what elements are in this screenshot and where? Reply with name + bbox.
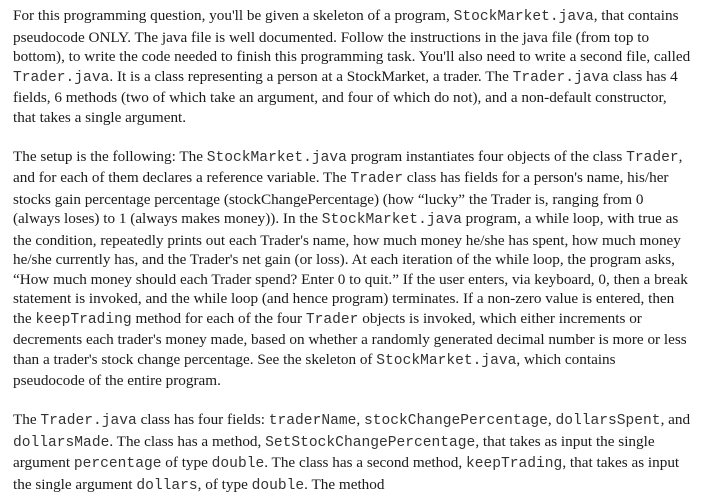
text-run: of type	[161, 454, 212, 471]
text-run: class has 4 fields, 6 methods (two of which take an argument, and four of which do not), and a non-default constructor, that takes a single argument.	[13, 67, 678, 126]
text-run: ,	[547, 411, 556, 428]
code-term: StockMarket.java	[453, 9, 594, 25]
code-term: keepTrading	[35, 311, 132, 328]
text-run: method for each of the four	[131, 309, 306, 327]
code-term: percentage	[73, 456, 162, 472]
text-run: , that takes as input the single argument	[13, 432, 655, 471]
code-term: Trader	[305, 311, 359, 328]
text-run: program, a while loop, with true as the condition, repeatedly prints out each Trader's name, how much money he/she has spent, how much money he/she currently has, and the Trader's net gain (or loss). At each iteration of the while loop, the program asks, “How much money should each Trader spend? Enter 0 to quit.” If the user enters, via keyboard, 0, then a break statement is invoked, and the while loop (and hence program) terminates. If a non-zero value is entered, then the	[13, 210, 688, 327]
paragraph-3	[13, 410, 691, 496]
text-run: . The method	[304, 475, 385, 493]
text-run: program instantiates four objects of the class	[346, 147, 627, 165]
text-run: class has four fields:	[136, 411, 269, 428]
paragraph-1	[13, 6, 691, 127]
code-term: dollars	[136, 477, 198, 494]
code-term: Trader.java	[512, 69, 610, 86]
text-run: , and	[660, 411, 691, 428]
text-run: objects is invoked, which either increments or decrements each trader's money made, based on whether a randomly generated decimal number is more or less than a trader's stock change percentage. See the skeleton of	[13, 309, 687, 368]
code-term: Trader.java	[40, 413, 137, 429]
code-term: StockMarket.java	[376, 352, 517, 369]
code-term: Trader	[626, 149, 679, 166]
text-run: . The class has a method,	[109, 432, 266, 450]
code-term: double	[251, 477, 305, 494]
text-run: , which contains pseudocode of the entire program.	[13, 350, 616, 389]
code-term: stockChangePercentage	[363, 413, 548, 429]
text-run: class has fields for a person's name, his/her stocks gain percentage percentage (stockChangePercentage) (how “lucky” the Trader is, ranging from 0 (always loses) to 1 (always makes money)). In the	[13, 169, 669, 227]
text-run: The	[13, 411, 41, 428]
text-run: , of type	[197, 475, 252, 493]
text-run: ,	[356, 411, 364, 428]
text-run: , and for each of them declares a reference variable. The	[13, 147, 683, 186]
text-run: . It is a class representing a person at a StockMarket, a trader. The	[109, 67, 513, 85]
paragraph-2	[13, 147, 691, 391]
text-run: The setup is the following: The	[13, 147, 207, 165]
document-body	[13, 6, 691, 496]
code-term: SetStockChangePercentage	[265, 434, 476, 451]
text-run: For this programming question, you'll be given a skeleton of a program,	[13, 7, 454, 24]
text-run: , that contains pseudocode ONLY. The java file is well documented. Follow the instructions in the java file (from top to bottom), to write the code needed to finish this programming task. You'll also need to write a second file, called	[13, 7, 691, 65]
code-term: StockMarket.java	[206, 149, 347, 166]
code-term: traderName	[268, 413, 357, 429]
text-run: , that takes as input the single argument	[13, 454, 680, 493]
text-run: . The class has a second method,	[264, 454, 466, 471]
code-term: Trader.java	[13, 69, 110, 86]
code-term: StockMarket.java	[321, 212, 462, 228]
code-term: double	[211, 456, 265, 472]
code-term: dollarsSpent	[555, 413, 661, 429]
code-term: dollarsMade	[13, 434, 110, 451]
code-term: Trader	[350, 171, 403, 187]
code-term: keepTrading	[465, 456, 563, 472]
